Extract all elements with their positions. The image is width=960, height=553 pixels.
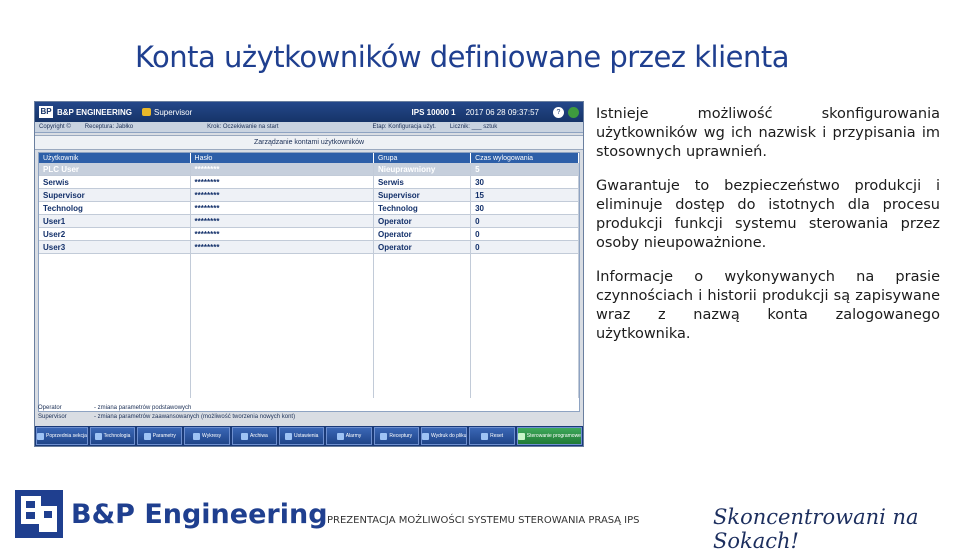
cell-user[interactable]: PLC User xyxy=(39,163,190,176)
bullet-2: Gwarantuje to bezpieczeństwo produkcji i eliminuje dostęp do istotnych dla procesu produkcji funkcji systemu sterowania przez osoby nieupoważnione. xyxy=(596,178,940,251)
cell-user[interactable]: User1 xyxy=(39,215,190,228)
function-button[interactable] xyxy=(184,427,229,445)
empty-cell xyxy=(190,266,373,278)
empty-cell xyxy=(39,302,190,314)
empty-row xyxy=(39,314,579,326)
info-recipe: Receptura: Jabłko xyxy=(84,124,134,130)
table-row[interactable] xyxy=(39,176,579,189)
button-label: Reset xyxy=(490,433,504,439)
cell-group[interactable]: Nieuprawniony xyxy=(373,163,470,176)
help-icon[interactable]: ? xyxy=(553,107,564,118)
button-label: Archiwa xyxy=(250,433,268,439)
empty-cell xyxy=(471,386,579,398)
machine-name: IPS 10000 1 xyxy=(411,107,456,117)
cell-logout-time[interactable]: 0 xyxy=(471,215,579,228)
button-icon xyxy=(144,433,151,440)
table-row[interactable] xyxy=(39,163,579,176)
bullet-3: Informacje o wykonywanych na prasie czynnościach i historii produkcji są zapisywane wraz z nazwą konta zalogowanego użytkownika. xyxy=(596,269,940,342)
button-icon xyxy=(422,433,429,440)
empty-cell xyxy=(373,350,470,362)
empty-cell xyxy=(373,338,470,350)
lock-icon[interactable] xyxy=(142,108,151,116)
button-icon xyxy=(337,433,344,440)
company-name: B&P Engineering xyxy=(71,498,328,530)
desc-row: Operator - zmiana parametrów podstawowych xyxy=(38,405,192,411)
button-label: Technologia xyxy=(103,433,131,439)
cell-group[interactable]: Supervisor xyxy=(373,189,470,202)
function-button[interactable] xyxy=(36,427,88,445)
empty-cell xyxy=(39,266,190,278)
hmi-screenshot xyxy=(34,101,584,447)
function-button[interactable] xyxy=(326,427,371,445)
cell-user[interactable]: Supervisor xyxy=(39,189,190,202)
function-button[interactable] xyxy=(279,427,324,445)
group-descriptions xyxy=(38,405,578,423)
col-password[interactable]: Hasło xyxy=(190,153,373,163)
button-label: Ustawienia xyxy=(293,433,319,439)
table-row[interactable] xyxy=(39,241,579,254)
info-copyright: Copyright © xyxy=(39,124,71,130)
empty-row xyxy=(39,338,579,350)
cell-password[interactable]: ******** xyxy=(190,228,373,241)
empty-cell xyxy=(373,266,470,278)
empty-row xyxy=(39,374,579,386)
empty-cell xyxy=(39,386,190,398)
empty-row xyxy=(39,302,579,314)
cell-group[interactable]: Operator xyxy=(373,215,470,228)
empty-cell xyxy=(39,278,190,290)
empty-row xyxy=(39,290,579,302)
function-button-bar xyxy=(35,426,583,446)
button-label: Parametry xyxy=(152,433,176,439)
empty-cell xyxy=(471,278,579,290)
empty-row xyxy=(39,266,579,278)
empty-cell xyxy=(471,338,579,350)
empty-cell xyxy=(39,326,190,338)
slide-title: Konta użytkowników definiowane przez klienta xyxy=(134,40,790,74)
button-icon xyxy=(380,433,387,440)
cell-password[interactable]: ******** xyxy=(190,176,373,189)
empty-cell xyxy=(471,362,579,374)
cell-logout-time[interactable]: 30 xyxy=(471,176,579,189)
empty-cell xyxy=(190,362,373,374)
current-user[interactable]: Supervisor xyxy=(153,107,193,117)
empty-cell xyxy=(373,254,470,267)
empty-cell xyxy=(39,338,190,350)
function-button[interactable] xyxy=(137,427,182,445)
empty-cell xyxy=(39,374,190,386)
cell-password[interactable]: ******** xyxy=(190,189,373,202)
table-row[interactable] xyxy=(39,228,579,241)
empty-cell xyxy=(373,374,470,386)
bp-logo-icon xyxy=(15,490,63,538)
button-label: Sterowanie programowe xyxy=(526,433,581,439)
button-label: Wykresy xyxy=(202,433,222,439)
cell-group[interactable]: Serwis xyxy=(373,176,470,189)
button-icon xyxy=(95,433,102,440)
function-button[interactable] xyxy=(517,427,582,445)
cell-user[interactable]: Technolog xyxy=(39,202,190,215)
empty-cell xyxy=(190,350,373,362)
empty-cell xyxy=(190,338,373,350)
datetime: 2017 06 28 09:37:57 xyxy=(465,107,539,117)
desc-row: Supervisor - zmiana parametrów zaawansowanych (możliwość tworzenia nowych kont) xyxy=(38,414,296,420)
bullet-1: Istnieje możliwość skonfigurowania użytkowników wg ich nazwisk i przypisania im stosownych uprawnień. xyxy=(596,106,940,160)
empty-cell xyxy=(39,254,190,267)
empty-cell xyxy=(471,374,579,386)
hmi-brand: B&P ENGINEERING xyxy=(57,107,132,117)
empty-row xyxy=(39,326,579,338)
col-user[interactable]: Użytkownik xyxy=(39,153,190,163)
company-logo xyxy=(15,490,328,538)
panel-title: Zarządzanie kontami użytkowników xyxy=(35,135,583,150)
empty-cell xyxy=(39,350,190,362)
col-group[interactable]: Grupa xyxy=(373,153,470,163)
empty-cell xyxy=(190,254,373,267)
empty-cell xyxy=(373,314,470,326)
empty-cell xyxy=(471,326,579,338)
cell-logout-time[interactable]: 0 xyxy=(471,241,579,254)
hmi-info-bar xyxy=(35,122,583,133)
empty-cell xyxy=(190,326,373,338)
globe-icon[interactable] xyxy=(568,107,579,118)
cell-logout-time[interactable]: 0 xyxy=(471,228,579,241)
button-icon xyxy=(481,433,488,440)
empty-cell xyxy=(373,278,470,290)
empty-cell xyxy=(373,290,470,302)
empty-cell xyxy=(471,290,579,302)
cell-user[interactable]: User3 xyxy=(39,241,190,254)
empty-cell xyxy=(39,362,190,374)
cell-user[interactable]: User2 xyxy=(39,228,190,241)
cell-logout-time[interactable]: 15 xyxy=(471,189,579,202)
users-table-container xyxy=(38,152,580,412)
button-label: Receptury xyxy=(389,433,413,439)
empty-row xyxy=(39,278,579,290)
cell-logout-time[interactable]: 30 xyxy=(471,202,579,215)
table-row[interactable] xyxy=(39,202,579,215)
hmi-top-bar xyxy=(35,102,583,122)
button-icon xyxy=(193,433,200,440)
info-step: Krok: Oczekiwanie na start xyxy=(207,124,279,130)
button-label: Alarmy xyxy=(345,433,362,439)
table-row[interactable] xyxy=(39,215,579,228)
cell-password[interactable]: ******** xyxy=(190,215,373,228)
table-header xyxy=(39,153,579,163)
users-table xyxy=(39,153,579,398)
empty-row xyxy=(39,362,579,374)
function-button[interactable] xyxy=(469,427,514,445)
empty-row xyxy=(39,254,579,267)
footer-text: PREZENTACJA MOŻLIWOŚCI SYSTEMU STEROWANIA PRASĄ IPS xyxy=(327,515,640,526)
empty-cell xyxy=(471,254,579,267)
empty-row xyxy=(39,350,579,362)
table-row[interactable] xyxy=(39,189,579,202)
empty-cell xyxy=(190,278,373,290)
empty-cell xyxy=(39,314,190,326)
function-button[interactable] xyxy=(232,427,277,445)
empty-cell xyxy=(190,290,373,302)
hmi-logo-icon: BP xyxy=(40,107,52,116)
button-label: Poprzednia sekcja xyxy=(46,433,87,439)
button-icon xyxy=(241,433,248,440)
empty-cell xyxy=(190,314,373,326)
cell-password[interactable]: ******** xyxy=(190,163,373,176)
cell-logout-time[interactable]: 5 xyxy=(471,163,579,176)
empty-cell xyxy=(471,314,579,326)
cell-group[interactable]: Technolog xyxy=(373,202,470,215)
empty-cell xyxy=(373,302,470,314)
empty-cell xyxy=(373,326,470,338)
empty-cell xyxy=(471,266,579,278)
bullet-text xyxy=(596,105,940,359)
empty-cell xyxy=(190,302,373,314)
button-label: Wydruk do pliku xyxy=(430,433,467,439)
cell-password[interactable]: ******** xyxy=(190,202,373,215)
function-button[interactable] xyxy=(421,427,468,445)
empty-cell xyxy=(39,290,190,302)
function-button[interactable] xyxy=(90,427,135,445)
cell-group[interactable]: Operator xyxy=(373,228,470,241)
button-icon xyxy=(518,433,525,440)
empty-row xyxy=(39,386,579,398)
cell-user[interactable]: Serwis xyxy=(39,176,190,189)
slogan: Skoncentrowani na Sokach! xyxy=(713,505,919,553)
empty-cell xyxy=(471,302,579,314)
info-counter: Licznik: ___ sztuk xyxy=(449,124,498,130)
empty-cell xyxy=(190,386,373,398)
empty-cell xyxy=(190,374,373,386)
button-icon xyxy=(37,433,44,440)
cell-group[interactable]: Operator xyxy=(373,241,470,254)
function-button[interactable] xyxy=(374,427,419,445)
empty-cell xyxy=(373,362,470,374)
button-icon xyxy=(285,433,292,440)
info-stage: Etap: Konfiguracja użyt. xyxy=(372,124,436,130)
cell-password[interactable]: ******** xyxy=(190,241,373,254)
col-logout-time[interactable]: Czas wylogowania xyxy=(471,153,579,163)
empty-cell xyxy=(471,350,579,362)
empty-cell xyxy=(373,386,470,398)
